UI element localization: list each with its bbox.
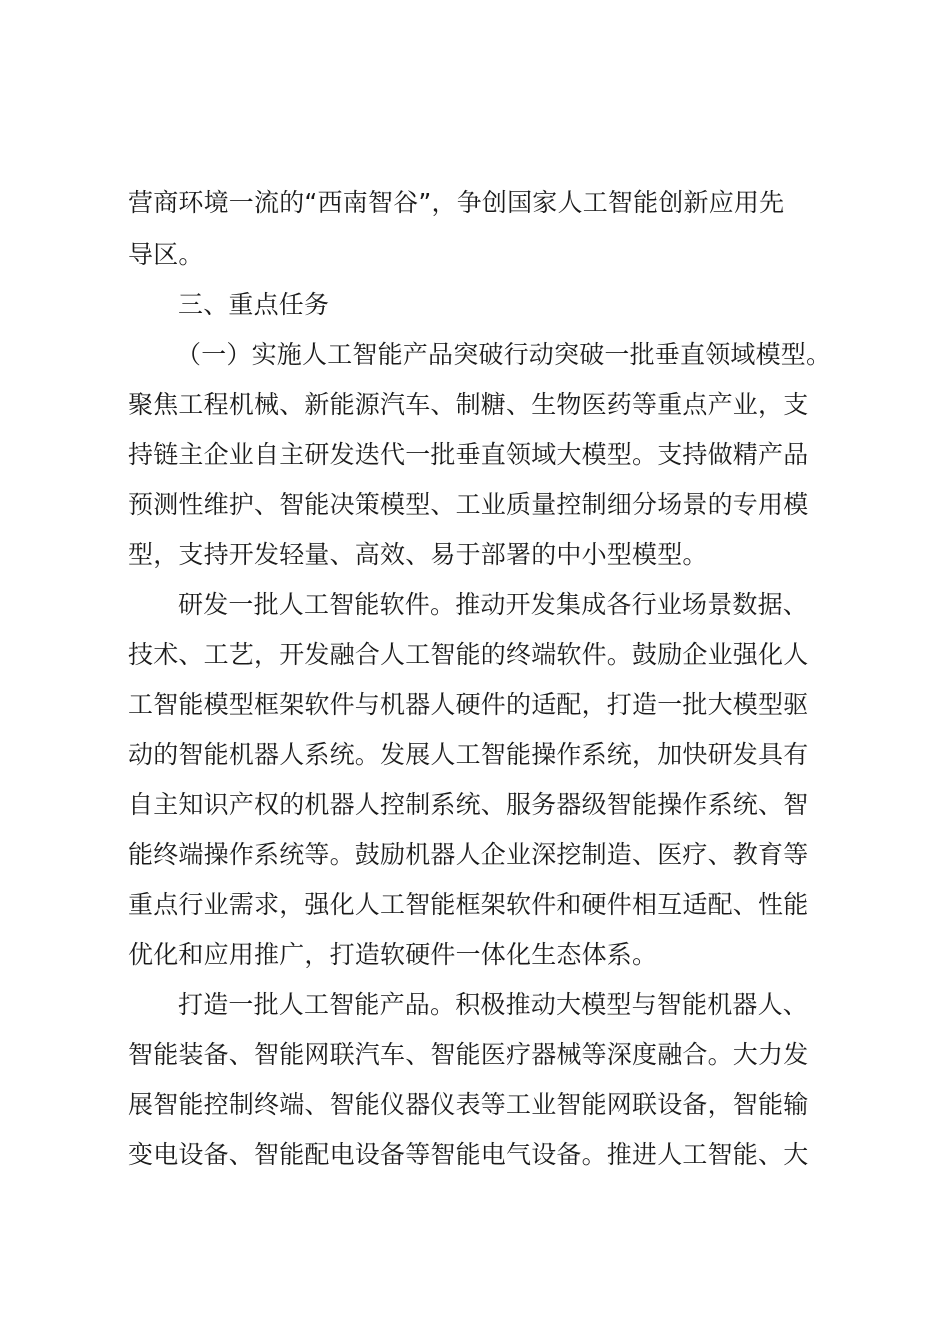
text-line: 聚焦工程机械、新能源汽车、制糖、生物医药等重点产业，支: [128, 390, 809, 419]
paragraph-start: 研发一批人工智能软件。推动开发集成各行业场景数据、: [178, 590, 809, 619]
text-line: 工智能模型框架软件与机器人硬件的适配，打造一批大模型驱: [128, 690, 809, 719]
text-line: 变电设备、智能配电设备等智能电气设备。推进人工智能、大: [128, 1140, 809, 1169]
section-heading: 三、重点任务: [178, 290, 330, 319]
text-line: 智能装备、智能网联汽车、智能医疗器械等深度融合。大力发: [128, 1040, 809, 1069]
text-line: 技术、工艺，开发融合人工智能的终端软件。鼓励企业强化人: [128, 640, 809, 669]
paragraph-start: 打造一批人工智能产品。积极推动大模型与智能机器人、: [178, 990, 809, 1019]
text-line: 重点行业需求，强化人工智能框架软件和硬件相互适配、性能: [128, 890, 809, 919]
text-line: 动的智能机器人系统。发展人工智能操作系统，加快研发具有: [128, 740, 809, 769]
text-line: 能终端操作系统等。鼓励机器人企业深挖制造、医疗、教育等: [128, 840, 809, 869]
text-line: 预测性维护、智能决策模型、工业质量控制细分场景的专用模: [128, 490, 809, 519]
text-line: 自主知识产权的机器人控制系统、服务器级智能操作系统、智: [128, 790, 809, 819]
text-line: 持链主企业自主研发迭代一批垂直领域大模型。支持做精产品: [128, 440, 809, 469]
text-line: 优化和应用推广，打造软硬件一体化生态体系。: [128, 940, 658, 969]
text-line: 导区。: [128, 240, 204, 269]
subsection-heading: （一）实施人工智能产品突破行动突破一批垂直领域模型。: [176, 340, 832, 369]
text-line: 营商环境一流的“西南智谷”，争创国家人工智能创新应用先: [128, 188, 785, 217]
text-line: 展智能控制终端、智能仪器仪表等工业智能网联设备，智能输: [128, 1090, 809, 1119]
text-line: 型，支持开发轻量、高效、易于部署的中小型模型。: [128, 540, 708, 569]
